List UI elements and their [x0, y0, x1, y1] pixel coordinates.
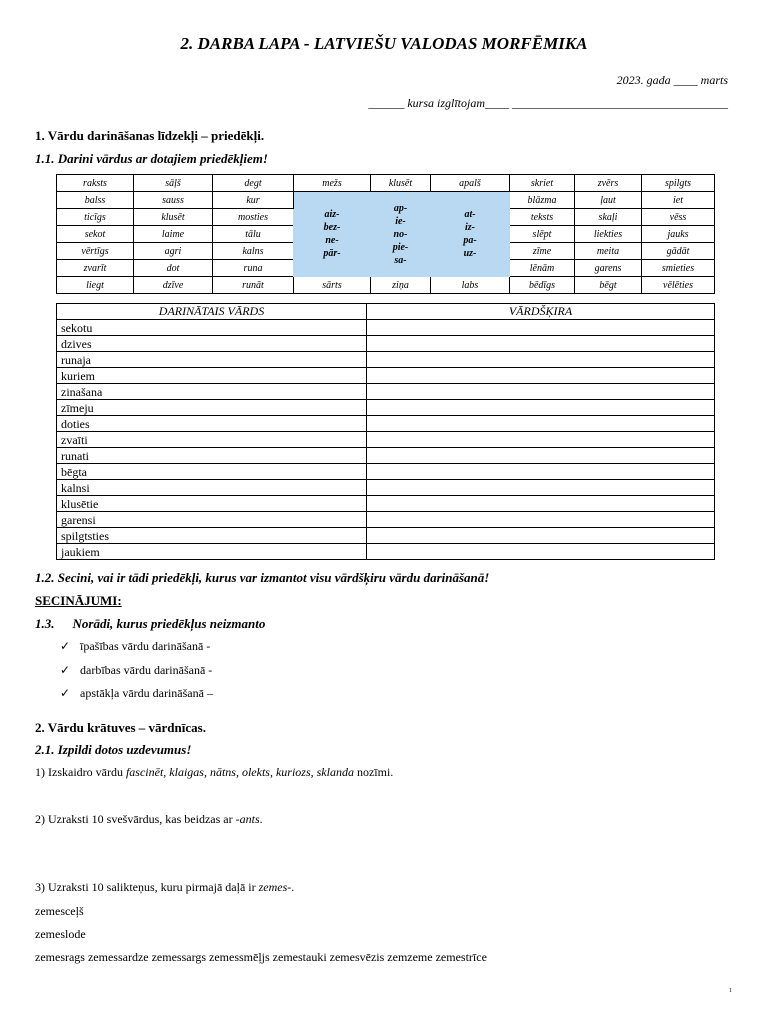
grid-cell: klusēt — [134, 209, 213, 226]
student-line: ______ kursa izglītojam____ ____________________________________ — [368, 96, 728, 110]
prefix: ne- — [325, 235, 339, 246]
table-row — [57, 528, 715, 544]
derived-word-cell: dzives — [57, 336, 367, 352]
col-header-pos: VĀRDŠĶIRA — [367, 304, 715, 320]
section1-sub3 — [35, 616, 265, 632]
grid-cell: kalns — [213, 243, 294, 260]
grid-cell: runa — [213, 260, 294, 277]
table-row — [57, 336, 715, 352]
answer-cell[interactable] — [367, 544, 715, 560]
grid-cell: gādāt — [642, 243, 715, 260]
conclusions-label: SECINĀJUMI: — [35, 593, 122, 608]
grid-cell: dot — [134, 260, 213, 277]
grid-cell: dzīve — [134, 277, 213, 294]
section1-heading: 1. Vārdu darināšanas līdzekļi – priedēkļi. — [35, 128, 265, 143]
answer-cell[interactable] — [367, 512, 715, 528]
grid-cell: ticīgs — [57, 209, 134, 226]
table-row — [57, 352, 715, 368]
derived-word-cell: runaja — [57, 352, 367, 368]
date-line: 2023. gada ____ marts — [616, 73, 728, 87]
answer-line: zemesceļš — [35, 904, 84, 918]
grid-cell: laime — [134, 226, 213, 243]
derived-word-cell: zvaīti — [57, 432, 367, 448]
grid-cell: sauss — [134, 192, 213, 209]
task2-suffix: -ants — [235, 812, 260, 826]
grid-cell: teksts — [510, 209, 575, 226]
table-row — [57, 512, 715, 528]
grid-cell: slēpt — [510, 226, 575, 243]
grid-row — [57, 277, 715, 294]
table-row — [57, 464, 715, 480]
word-grid — [56, 174, 715, 294]
task3: 3) Uzraksti 10 salikteņus, kuru pirmajā daļā ir zemes-. — [35, 880, 295, 894]
grid-cell: liekties — [575, 226, 642, 243]
check-item: ✓ apstākļa vārdu darināšanā – — [60, 686, 213, 700]
section2-sub1: 2.1. Izpildi dotos uzdevumus! — [35, 742, 192, 757]
col-header-word: DARINĀTAIS VĀRDS — [57, 304, 367, 320]
prefix: uz- — [463, 248, 477, 259]
prefix: ie- — [395, 215, 406, 227]
grid-cell: ziņa — [371, 277, 431, 294]
table-row — [57, 400, 715, 416]
grid-cell: smieties — [642, 260, 715, 277]
table-row — [57, 480, 715, 496]
derived-word-cell: bēgta — [57, 464, 367, 480]
prefix: aiz- — [324, 209, 340, 220]
table-row — [57, 432, 715, 448]
table-row — [57, 368, 715, 384]
checkmark-icon: ✓ — [60, 686, 71, 700]
answer-cell[interactable] — [367, 352, 715, 368]
table-row — [57, 384, 715, 400]
grid-cell: skaļi — [575, 209, 642, 226]
task1-words: fascinēt, klaigas, nātns, olekts, kuriozs, sklanda — [125, 765, 354, 779]
answer-cell[interactable] — [367, 432, 715, 448]
grid-cell: zvarīt — [57, 260, 134, 277]
grid-cell: balss — [57, 192, 134, 209]
prefix: pie- — [392, 241, 409, 253]
task1: 1) Izskaidro vārdu fascinēt, klaigas, nātns, olekts, kuriozs, sklanda nozīmi. — [35, 765, 394, 779]
page-title: 2. DARBA LAPA - LATVIEŠU VALODAS MORFĒMIKA — [180, 34, 588, 53]
grid-cell: vēlēties — [642, 277, 715, 294]
table-row — [57, 544, 715, 560]
answer-line: zemesrags zemessardze zemessargs zemessmēļjs zemestauki zemesvēzis zemzeme zemestrīce — [35, 950, 487, 964]
prefix: at- — [464, 209, 476, 220]
answer-cell[interactable] — [367, 368, 715, 384]
prefix: bez- — [323, 222, 341, 233]
answer-cell[interactable] — [367, 416, 715, 432]
prefix-column — [431, 208, 509, 260]
derived-words-table — [56, 303, 715, 560]
table-row — [57, 448, 715, 464]
grid-cell: vērtīgs — [57, 243, 134, 260]
grid-cell: jauks — [642, 226, 715, 243]
derived-word-cell: zinašana — [57, 384, 367, 400]
prefix-column — [371, 202, 430, 267]
grid-cell: garens — [575, 260, 642, 277]
task2: 2) Uzraksti 10 svešvārdus, kas beidzas ar -ants. — [35, 812, 263, 826]
grid-cell: liegt — [57, 277, 134, 294]
grid-cell: bēdīgs — [510, 277, 575, 294]
grid-cell: sārts — [294, 277, 371, 294]
grid-cell: vēss — [642, 209, 715, 226]
table-row — [57, 496, 715, 512]
grid-cell: lēnām — [510, 260, 575, 277]
prefix: no- — [393, 228, 408, 240]
grid-cell: runāt — [213, 277, 294, 294]
table-row — [57, 416, 715, 432]
grid-cell: zvērs — [575, 175, 642, 192]
grid-cell: meita — [575, 243, 642, 260]
derived-word-cell: spilgtsties — [57, 528, 367, 544]
grid-cell: zīme — [510, 243, 575, 260]
answer-cell[interactable] — [367, 384, 715, 400]
grid-cell: apalš — [431, 175, 510, 192]
prefix-column — [294, 208, 370, 260]
derived-word-cell: klusētie — [57, 496, 367, 512]
task3-prefix: zemes- — [258, 880, 292, 894]
answer-cell[interactable] — [367, 400, 715, 416]
grid-cell: sekot — [57, 226, 134, 243]
check-item: ✓ darbības vārdu darināšanā - — [60, 663, 213, 677]
grid-row — [57, 192, 715, 209]
checkmark-icon: ✓ — [60, 663, 71, 677]
answer-cell[interactable] — [367, 448, 715, 464]
check-item: ✓ īpašības vārdu darināšanā - — [60, 639, 211, 653]
section1-sub1: 1.1. Darini vārdus ar dotajiem priedēkļiem! — [35, 151, 268, 166]
checkmark-icon: ✓ — [60, 639, 71, 653]
grid-cell: sāļš — [134, 175, 213, 192]
grid-cell: bēgt — [575, 277, 642, 294]
answer-cell[interactable] — [367, 528, 715, 544]
derived-word-cell: sekotu — [57, 320, 367, 336]
prefix: iz- — [465, 222, 475, 233]
section2-heading: 2. Vārdu krātuves – vārdnīcas. — [35, 720, 206, 735]
prefix: ap- — [393, 202, 408, 214]
prefix-cell — [294, 192, 371, 277]
prefix: sa- — [394, 254, 407, 266]
derived-word-cell: garensi — [57, 512, 367, 528]
prefix: pār- — [323, 248, 341, 259]
grid-cell: skriet — [510, 175, 575, 192]
derived-word-cell: jaukiem — [57, 544, 367, 560]
grid-cell: klusēt — [371, 175, 431, 192]
derived-word-cell: kuriem — [57, 368, 367, 384]
grid-cell: iet — [642, 192, 715, 209]
answer-cell[interactable] — [367, 336, 715, 352]
derived-word-cell: kalnsi — [57, 480, 367, 496]
grid-cell: labs — [431, 277, 510, 294]
grid-cell: mežs — [294, 175, 371, 192]
grid-cell: agri — [134, 243, 213, 260]
prefix: pa- — [463, 235, 477, 246]
derived-word-cell: doties — [57, 416, 367, 432]
derived-word-cell: zīmeju — [57, 400, 367, 416]
answer-cell[interactable] — [367, 320, 715, 336]
prefix-cell — [431, 192, 510, 277]
answer-cell[interactable] — [367, 496, 715, 512]
page-number: 1 — [729, 988, 732, 994]
grid-row — [57, 175, 715, 192]
grid-cell: raksts — [57, 175, 134, 192]
sub3-text: Norādi, kurus priedēkļus neizmanto — [72, 616, 266, 631]
grid-cell: kur — [213, 192, 294, 209]
prefix-cell — [371, 192, 431, 277]
table-row — [57, 320, 715, 336]
grid-cell: blāzma — [510, 192, 575, 209]
grid-cell: tālu — [213, 226, 294, 243]
section1-sub2: 1.2. Secini, vai ir tādi priedēkļi, kurus var izmantot visu vārdšķiru vārdu darināšanā! — [35, 570, 490, 585]
derived-word-cell: runati — [57, 448, 367, 464]
answer-line: zemeslode — [35, 927, 86, 941]
answer-cell[interactable] — [367, 464, 715, 480]
answer-cell[interactable] — [367, 480, 715, 496]
grid-cell: degt — [213, 175, 294, 192]
sub3-number: 1.3. — [35, 616, 55, 631]
grid-cell: mosties — [213, 209, 294, 226]
grid-cell: spilgts — [642, 175, 715, 192]
grid-cell: ļaut — [575, 192, 642, 209]
